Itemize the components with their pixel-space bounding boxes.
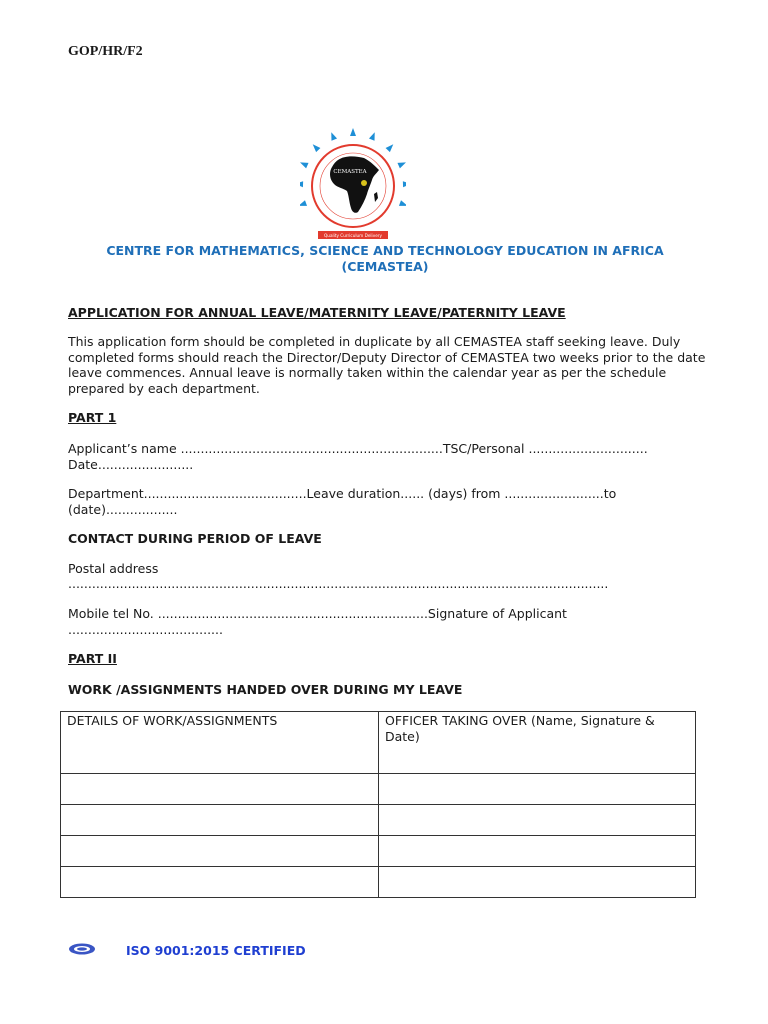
table-row [61,805,696,836]
mobile-signature-line: Mobile tel No. ....................................................................Signature of Applicant ....................................... [68,606,567,637]
department-line: Department.........................................Leave duration...... (days) from .........................to (date).................. [68,486,617,517]
table-cell-work[interactable] [61,774,379,805]
iso-certification: ISO 9001:2015 CERTIFIED [126,943,306,958]
table-cell-officer[interactable] [379,774,696,805]
table-cell-officer[interactable] [379,867,696,898]
document-code: GOP/HR/F2 [68,44,143,59]
logo-center-text: CEMASTEA [333,169,367,175]
part1-heading: PART 1 [68,410,117,425]
organization-acronym: (CEMASTEA) [341,259,429,274]
table-header-row [61,712,696,774]
table-row [61,867,696,898]
part2-heading: PART II [68,651,117,666]
table-cell-work[interactable] [61,867,379,898]
handover-table [60,711,696,898]
organization-name: CENTRE FOR MATHEMATICS, SCIENCE AND TECHNOLOGY EDUCATION IN AFRICA [106,243,664,258]
table-header-work: DETAILS OF WORK/ASSIGNMENTS [61,712,379,774]
table-header-officer: OFFICER TAKING OVER (Name, Signature & Date) [379,712,696,774]
logo-motto: Quality Curriculum Delivery [324,233,382,238]
form-title: APPLICATION FOR ANNUAL LEAVE/MATERNITY LEAVE/PATERNITY LEAVE [68,305,566,320]
table-cell-work[interactable] [61,805,379,836]
cemastea-logo [300,128,406,246]
handover-heading: WORK /ASSIGNMENTS HANDED OVER DURING MY LEAVE [68,682,463,697]
intro-paragraph: This application form should be completed in duplicate by all CEMASTEA staff seeking leave. Duly completed forms should reach the Director/Deputy Director of CEMASTEA two weeks prior to the date leave commences. Annual leave is normally taken within the calendar year as per the schedule prepared by each department. [68,334,706,396]
table-row [61,774,696,805]
table-cell-work[interactable] [61,836,379,867]
iso-badge-icon [68,942,96,956]
table-row [61,836,696,867]
postal-address-label: Postal address [68,561,159,576]
table-cell-officer[interactable] [379,805,696,836]
contact-heading: CONTACT DURING PERIOD OF LEAVE [68,531,322,546]
applicant-line: Applicant’s name ..................................................................TSC/Personal .............................. Date........................ [68,441,648,472]
postal-address-field: ........................................................................................................................................ [68,576,609,591]
organization-title [60,243,710,275]
table-cell-officer[interactable] [379,836,696,867]
